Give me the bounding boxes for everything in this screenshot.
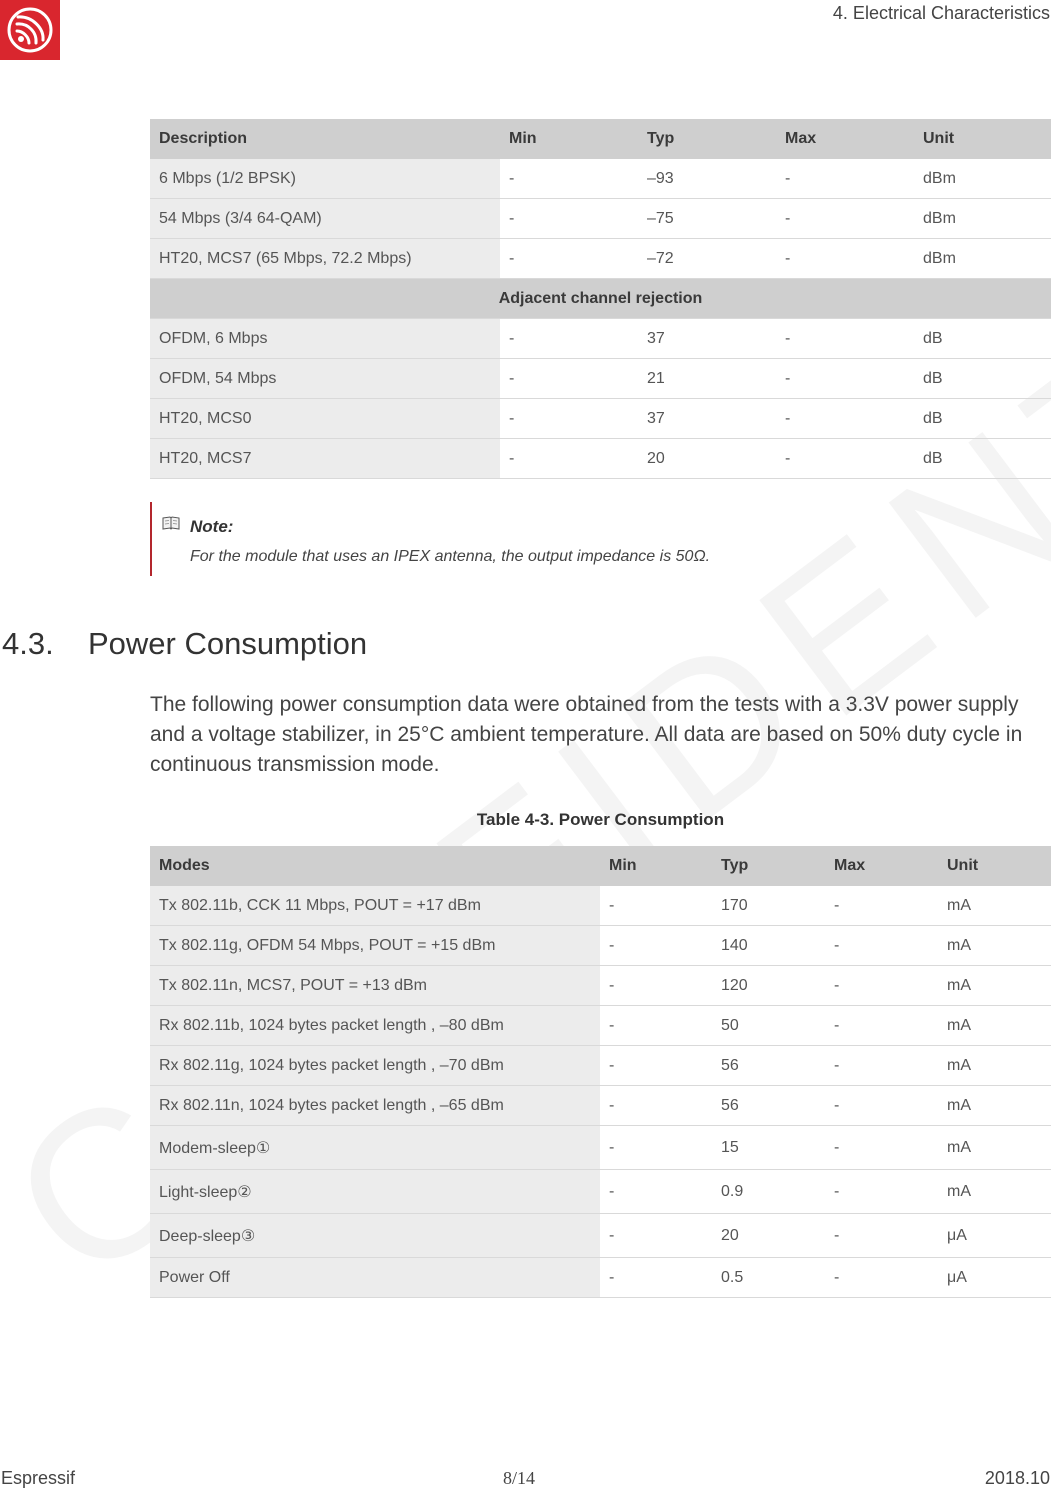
- table-row: [150, 359, 1051, 399]
- column-header: Unit: [938, 846, 1051, 886]
- table-cell: dBm: [914, 199, 1051, 239]
- table-cell: μA: [938, 1214, 1051, 1258]
- table-cell: 170: [712, 886, 825, 926]
- table-row: [150, 1214, 1051, 1258]
- column-header: Unit: [914, 119, 1051, 159]
- table-cell: mA: [938, 1006, 1051, 1046]
- table-cell: -: [825, 1086, 938, 1126]
- table-cell: -: [825, 1126, 938, 1170]
- table-row: [150, 1126, 1051, 1170]
- section-number: 4.3.: [2, 626, 54, 661]
- table-cell: HT20, MCS7: [150, 439, 500, 479]
- column-header: Description: [150, 119, 500, 159]
- table-cell: -: [776, 399, 914, 439]
- table-cell: Light-sleep②: [150, 1170, 600, 1214]
- table-cell: -: [500, 439, 638, 479]
- table-cell: -: [600, 1046, 712, 1086]
- table-cell: mA: [938, 966, 1051, 1006]
- table-cell: -: [776, 199, 914, 239]
- table-row: [150, 1046, 1051, 1086]
- table-cell: -: [776, 319, 914, 359]
- table-cell: -: [600, 1170, 712, 1214]
- table-row: [150, 319, 1051, 359]
- table-cell: –93: [638, 159, 776, 199]
- table-header-row: [150, 119, 1051, 159]
- table-cell: -: [600, 1258, 712, 1298]
- table-cell: -: [600, 886, 712, 926]
- table-cell: dB: [914, 359, 1051, 399]
- table-cell: 37: [638, 319, 776, 359]
- table-cell: HT20, MCS7 (65 Mbps, 72.2 Mbps): [150, 239, 500, 279]
- column-header: Typ: [712, 846, 825, 886]
- table-cell: Tx 802.11b, CCK 11 Mbps, POUT = +17 dBm: [150, 886, 600, 926]
- table-cell: 56: [712, 1086, 825, 1126]
- table-cell: mA: [938, 1046, 1051, 1086]
- table-cell: 6 Mbps (1/2 BPSK): [150, 159, 500, 199]
- table-cell: 15: [712, 1126, 825, 1170]
- table-row: [150, 399, 1051, 439]
- table-cell: dBm: [914, 159, 1051, 199]
- table-row: [150, 199, 1051, 239]
- table-cell: dB: [914, 399, 1051, 439]
- table-cell: –75: [638, 199, 776, 239]
- section-row: [150, 279, 1051, 319]
- table-row: [150, 1006, 1051, 1046]
- table-row: [150, 159, 1051, 199]
- footer-company: Espressif: [1, 1468, 76, 1488]
- table-cell: 140: [712, 926, 825, 966]
- table-cell: -: [500, 159, 638, 199]
- footer-page-number: 8/14: [503, 1468, 536, 1488]
- header-title: 4. Electrical Characteristics: [832, 3, 1050, 23]
- table-cell: Power Off: [150, 1258, 600, 1298]
- table-cell: Modem-sleep①: [150, 1126, 600, 1170]
- column-header: Min: [600, 846, 712, 886]
- table-cell: -: [500, 359, 638, 399]
- column-header: Modes: [150, 846, 600, 886]
- note-label: Note:: [190, 517, 234, 536]
- rf-table: [150, 119, 1051, 479]
- note-box: [150, 502, 1051, 576]
- table-cell: -: [825, 926, 938, 966]
- table-cell: -: [500, 319, 638, 359]
- table-cell: -: [600, 1126, 712, 1170]
- table-row: [150, 926, 1051, 966]
- table-cell: -: [600, 966, 712, 1006]
- table-cell: -: [500, 399, 638, 439]
- table-cell: 20: [712, 1214, 825, 1258]
- table-row: [150, 886, 1051, 926]
- table-row: [150, 1170, 1051, 1214]
- table-cell: 54 Mbps (3/4 64-QAM): [150, 199, 500, 239]
- table-cell: -: [825, 1170, 938, 1214]
- table-cell: -: [600, 1214, 712, 1258]
- table-cell: -: [825, 966, 938, 1006]
- table-row: [150, 439, 1051, 479]
- table-cell: –72: [638, 239, 776, 279]
- table-cell: -: [776, 159, 914, 199]
- book-icon: [162, 516, 180, 530]
- footer-date: 2018.10: [984, 1468, 1050, 1488]
- table-caption: Table 4-3. Power Consumption: [476, 810, 725, 829]
- table-cell: -: [825, 1258, 938, 1298]
- table-cell: 20: [638, 439, 776, 479]
- column-header: Max: [776, 119, 914, 159]
- table-cell: -: [825, 1006, 938, 1046]
- table-cell: Deep-sleep③: [150, 1214, 600, 1258]
- table-cell: -: [825, 1046, 938, 1086]
- table-cell: -: [600, 1086, 712, 1126]
- table-cell: mA: [938, 926, 1051, 966]
- table-cell: -: [825, 886, 938, 926]
- table-cell: dB: [914, 439, 1051, 479]
- espressif-logo-icon: [0, 0, 60, 60]
- table-cell: HT20, MCS0: [150, 399, 500, 439]
- table-cell: 0.5: [712, 1258, 825, 1298]
- table-cell: 21: [638, 359, 776, 399]
- section-label: Adjacent channel rejection: [150, 279, 1051, 319]
- table-row: [150, 239, 1051, 279]
- table-cell: Rx 802.11b, 1024 bytes packet length , –80 dBm: [150, 1006, 600, 1046]
- table-cell: mA: [938, 1126, 1051, 1170]
- column-header: Min: [500, 119, 638, 159]
- table-cell: Rx 802.11g, 1024 bytes packet length , –70 dBm: [150, 1046, 600, 1086]
- table-cell: Tx 802.11g, OFDM 54 Mbps, POUT = +15 dBm: [150, 926, 600, 966]
- table-cell: 37: [638, 399, 776, 439]
- table-cell: 50: [712, 1006, 825, 1046]
- table-header-row: [150, 846, 1051, 886]
- table-cell: OFDM, 54 Mbps: [150, 359, 500, 399]
- table-cell: Rx 802.11n, 1024 bytes packet length , –65 dBm: [150, 1086, 600, 1126]
- table-cell: -: [600, 1006, 712, 1046]
- table-cell: Tx 802.11n, MCS7, POUT = +13 dBm: [150, 966, 600, 1006]
- table-cell: μA: [938, 1258, 1051, 1298]
- table-cell: -: [776, 359, 914, 399]
- table-cell: -: [500, 239, 638, 279]
- table-cell: 56: [712, 1046, 825, 1086]
- table-cell: mA: [938, 1170, 1051, 1214]
- table-row: [150, 1258, 1051, 1298]
- section-title: Power Consumption: [88, 626, 368, 661]
- intro-paragraph: The following power consumption data were obtained from the tests with a 3.3V power supply and a voltage stabilizer, in 25°C ambient temperature. All data are based on 50% duty cycle in continuous transmission mode.: [150, 693, 1023, 776]
- table-cell: -: [500, 199, 638, 239]
- table-row: [150, 1086, 1051, 1126]
- table-cell: -: [776, 439, 914, 479]
- table-cell: -: [600, 926, 712, 966]
- table-cell: 0.9: [712, 1170, 825, 1214]
- table-cell: -: [776, 239, 914, 279]
- table-cell: mA: [938, 1086, 1051, 1126]
- table-cell: dBm: [914, 239, 1051, 279]
- table-row: [150, 966, 1051, 1006]
- table-cell: OFDM, 6 Mbps: [150, 319, 500, 359]
- table-cell: mA: [938, 886, 1051, 926]
- column-header: Max: [825, 846, 938, 886]
- note-text: For the module that uses an IPEX antenna, the output impedance is 50Ω.: [190, 548, 711, 565]
- table-cell: dB: [914, 319, 1051, 359]
- table-cell: -: [825, 1214, 938, 1258]
- table-cell: 120: [712, 966, 825, 1006]
- column-header: Typ: [638, 119, 776, 159]
- power-consumption-table: [150, 846, 1051, 1298]
